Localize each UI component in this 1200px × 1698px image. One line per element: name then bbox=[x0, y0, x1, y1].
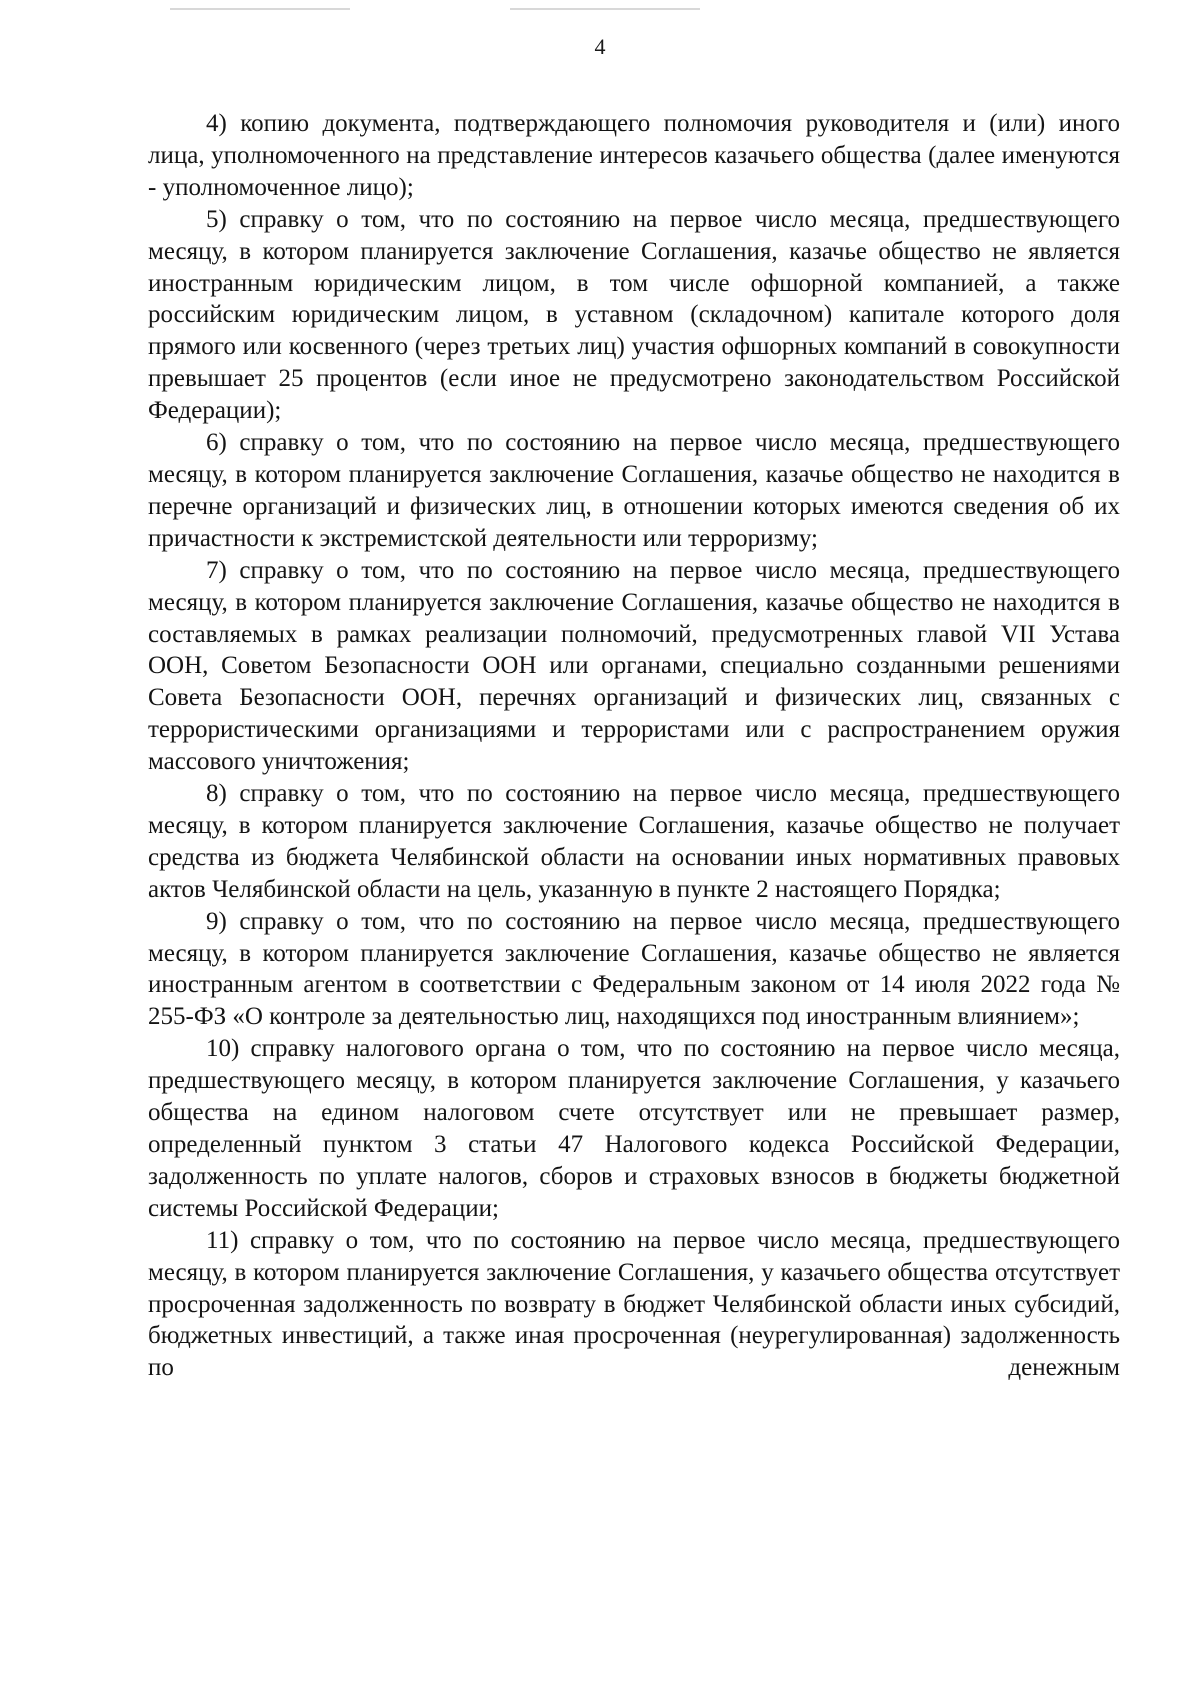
scan-artifact bbox=[170, 8, 350, 10]
scan-artifact bbox=[510, 8, 700, 10]
paragraph-item-9: 9) справку о том, что по состоянию на первое число месяца, предшествующего месяцу, в котором планируется заключение Соглашения, казачье общество не является иностранным агентом в соответствии с Федеральным законом от 14 июля 2022 года № 255-ФЗ «О контроле за деятельностью лиц, находящихся под иностранным влиянием»; bbox=[148, 907, 1120, 1031]
paragraph-item-5: 5) справку о том, что по состоянию на первое число месяца, предшествующего месяцу, в котором планируется заключение Соглашения, казачье общество не является иностранным юридическим лицом, в том числе офшорной компанией, а также российским юридическим лицом, в уставном (складочном) капитале которого доля прямого или косвенного (через третьих лиц) участия офшорных компаний в совокупности превышает 25 процентов (если иное не предусмотрено законодательством Российской Федерации); bbox=[148, 205, 1120, 425]
paragraph-item-6: 6) справку о том, что по состоянию на первое число месяца, предшествующего месяцу, в котором планируется заключение Соглашения, казачье общество не находится в перечне организаций и физических лиц, в отношении которых имеются сведения об их причастности к экстремистской деятельности или терроризму; bbox=[148, 429, 1120, 552]
paragraph-item-4: 4) копию документа, подтверждающего полномочия руководителя и (или) иного лица, уполномоченного на представление интересов казачьего общества (далее именуются - уполномоченное лицо); bbox=[148, 110, 1120, 201]
document-body bbox=[148, 108, 1120, 1384]
paragraph-item-10: 10) справку налогового органа о том, что по состоянию на первое число месяца, предшествующего месяцу, в котором планируется заключение Соглашения, у казачьего общества на едином налоговом счете отсутствует или не превышает размер, определенный пунктом 3 статьи 47 Налогового кодекса Российской Федерации, задолженность по уплате налогов, сборов и страховых взносов в бюджеты бюджетной системы Российской Федерации; bbox=[148, 1035, 1120, 1222]
page-number: 4 bbox=[594, 34, 606, 59]
paragraph-item-11: 11) справку о том, что по состоянию на первое число месяца, предшествующего месяцу, в котором планируется заключение Соглашения, у казачьего общества отсутствует просроченная задолженность по возврату в бюджет Челябинской области иных субсидий, бюджетных инвестиций, а также иная просроченная (неурегулированная) задолженность по денежным bbox=[148, 1226, 1120, 1382]
paragraph-item-8: 8) справку о том, что по состоянию на первое число месяца, предшествующего месяцу, в котором планируется заключение Соглашения, казачье общество не получает средства из бюджета Челябинской области на основании иных нормативных правовых актов Челябинской области на цель, указанную в пункте 2 настоящего Порядка; bbox=[148, 780, 1120, 903]
paragraph-item-7: 7) справку о том, что по состоянию на первое число месяца, предшествующего месяцу, в котором планируется заключение Соглашения, казачье общество не находится в составляемых в рамках реализации полномочий, предусмотренных главой VII Устава ООН, Советом Безопасности ООН или органами, специально созданными решениями Совета Безопасности ООН, перечнях организаций и физических лиц, связанных с террористическими организациями и террористами или с распространением оружия массового уничтожения; bbox=[148, 556, 1120, 776]
